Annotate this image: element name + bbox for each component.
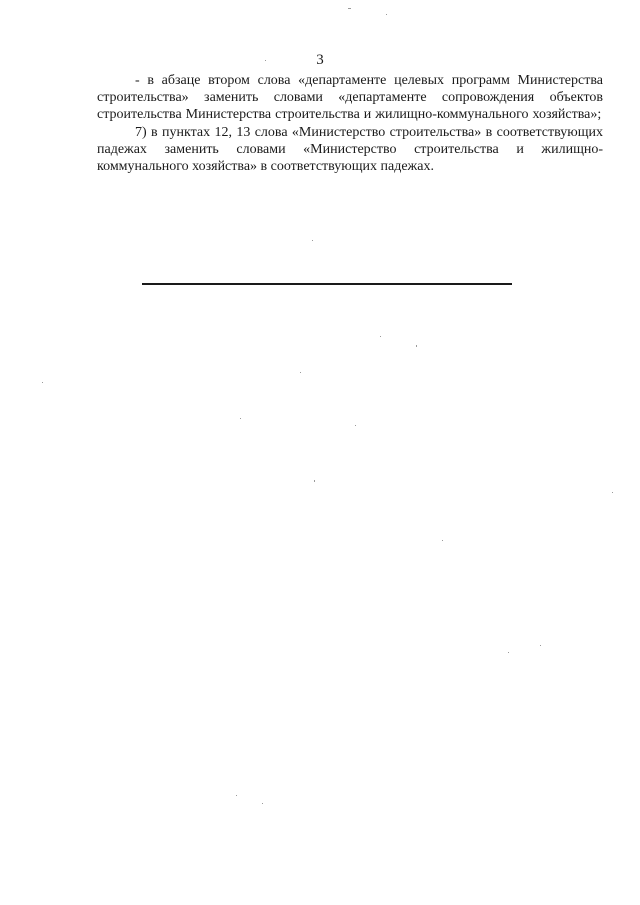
scan-speck bbox=[300, 372, 301, 373]
scan-speck bbox=[540, 645, 541, 646]
scan-speck bbox=[442, 540, 443, 541]
paragraph-amendment-subparagraph-two: - в абзаце втором слова «департаменте целевых программ Министерства строительства» заменить словами «департаменте сопровождения объектов строительства Министерства строительства и жилищно-коммунального хозяйства»; bbox=[97, 73, 603, 123]
scan-speck bbox=[508, 652, 509, 653]
scan-speck bbox=[348, 8, 351, 9]
document-body bbox=[97, 72, 603, 175]
scan-speck bbox=[312, 240, 313, 241]
scan-speck bbox=[380, 336, 381, 337]
scan-speck bbox=[265, 60, 266, 61]
scan-speck bbox=[416, 345, 417, 347]
scan-speck bbox=[42, 382, 43, 383]
scan-speck bbox=[236, 795, 237, 796]
scan-speck bbox=[314, 480, 315, 482]
paragraph-item-7: 7) в пунктах 12, 13 слова «Министерство строительства» в соответствующих падежах заменить словами «Министерство строительства и жилищно-коммунального хозяйства» в соответствующих падежах. bbox=[97, 124, 603, 175]
page-number: 3 bbox=[316, 52, 324, 68]
scan-speck bbox=[612, 492, 613, 493]
scan-speck bbox=[355, 425, 356, 426]
closing-divider-line bbox=[142, 283, 512, 285]
scan-speck bbox=[262, 803, 263, 804]
scan-speck bbox=[240, 418, 241, 419]
scan-speck bbox=[386, 14, 387, 15]
